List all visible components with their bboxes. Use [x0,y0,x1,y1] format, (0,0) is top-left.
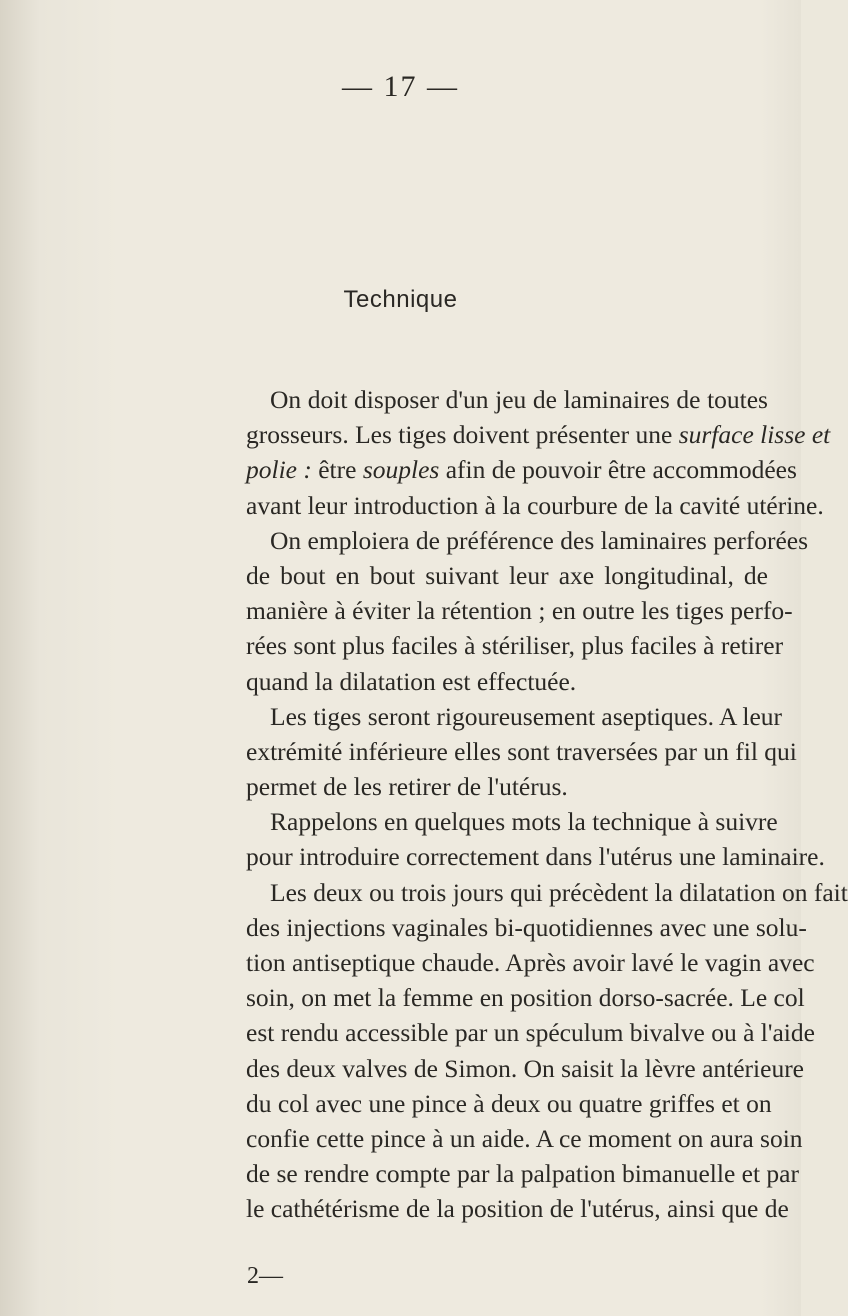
text-line: extrémité inférieure elles sont traversées par un fil qui [246,736,797,766]
text-line: Les tiges seront rigoureusement aseptiques. A leur [270,701,783,731]
text-line: quand la dilatation est effectuée. [246,666,577,696]
text-line: Les deux ou trois jours qui précèdent la dilatation on fait [270,877,848,907]
text-line: manière à éviter la rétention ; en outre les tiges perfo- [246,596,793,626]
text-line: de bout en bout suivant leur axe longitudinal, de [246,560,768,590]
text-line: est rendu accessible par un spéculum bivalve ou à l'aide [246,1018,815,1048]
text-line: pour introduire correctement dans l'utérus une laminaire. [246,842,825,872]
text-line: polie : être souples afin de pouvoir être accommodées [246,455,797,485]
italic-phrase: polie : [246,455,312,485]
italic-phrase: souples [362,455,440,485]
text-line: des injections vaginales bi-quotidiennes avec une solu- [246,912,807,942]
text-line: grosseurs. Les tiges doivent présenter une surface lisse et [246,420,831,450]
section-heading: Technique [343,286,458,313]
page-number: — 17 — [342,70,459,103]
text-line: du col avec une pince à deux ou quatre griffes et on [246,1088,772,1118]
text-line: avant leur introduction à la courbure de la cavité utérine. [246,490,824,520]
text-line: tion antiseptique chaude. Après avoir lavé le vagin avec [246,948,815,977]
text-line: le cathétérisme de la position de l'utérus, ainsi que de [246,1194,789,1224]
text-line: des deux valves de Simon. On saisit la lèvre antérieure [246,1053,804,1083]
text-line: rées sont plus faciles à stériliser, plus faciles à retirer [246,631,784,661]
text-line: On doit disposer d'un jeu de laminaires de toutes [270,385,768,414]
text-line: permet de les retirer de l'utérus. [246,772,568,802]
italic-phrase: surface lisse et [678,420,831,450]
body-text [246,382,848,1227]
text-line: confie cette pince à un aide. A ce moment on aura soin [246,1123,803,1153]
text-line: On emploiera de préférence des laminaires perforées [270,525,809,555]
text-line: de se rendre compte par la palpation bimanuelle et par [246,1159,799,1189]
text-line: soin, on met la femme en position dorso-sacrée. Le col [246,983,805,1013]
signature-mark: 2— [247,1263,283,1289]
text-line: Rappelons en quelques mots la technique à suivre [270,807,778,837]
